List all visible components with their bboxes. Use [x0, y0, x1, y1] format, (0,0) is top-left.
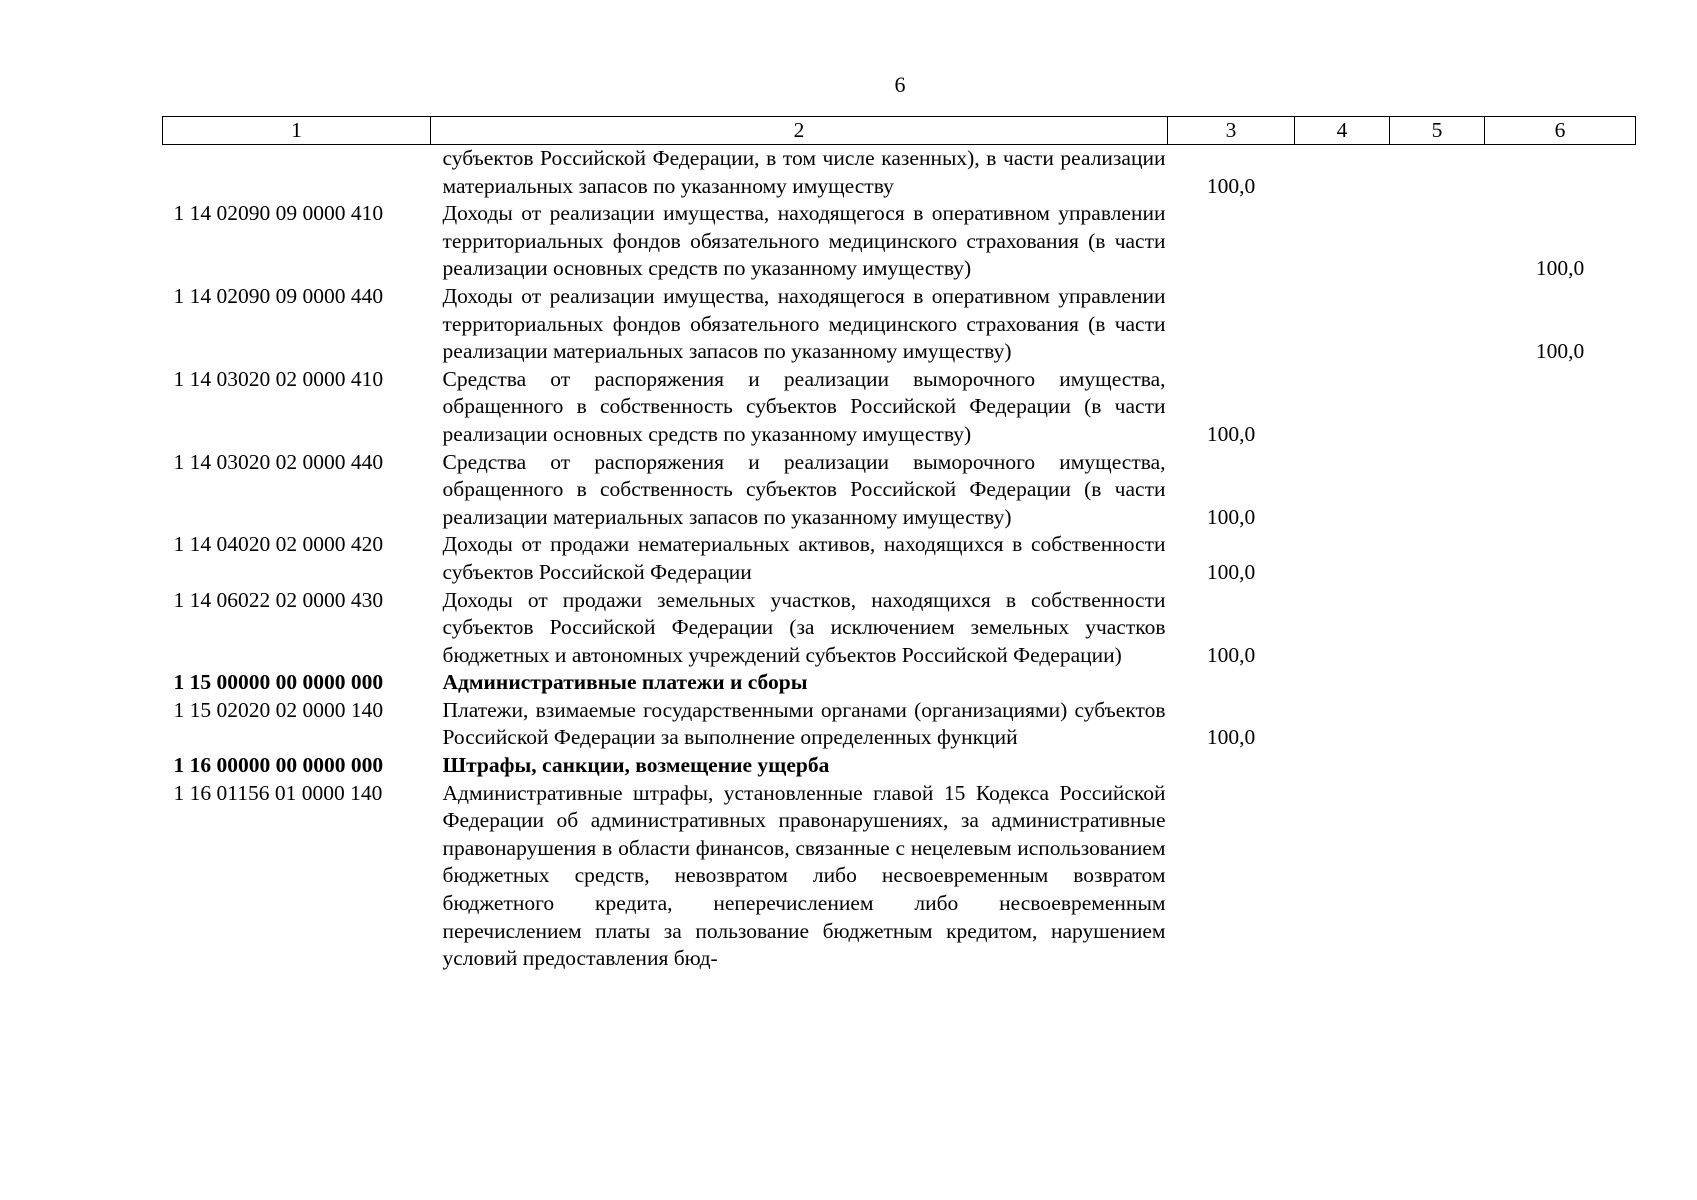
- column-header-5: 5: [1390, 117, 1485, 145]
- table-row: [163, 200, 1636, 283]
- column-6-value: 100,0: [1535, 256, 1585, 281]
- column-6-value: [1485, 697, 1636, 752]
- column-header-3: 3: [1168, 117, 1295, 145]
- table-row: [163, 697, 1636, 752]
- table-row: [163, 145, 1636, 201]
- section-title: Административные платежи и сборы: [442, 670, 808, 695]
- revenue-description: Доходы от продажи земельных участков, находящихся в собственности субъектов Российской Федерации (за исключением земельных участков бюджетных и автономных учреждений субъектов Российской Федерации): [442, 587, 1166, 667]
- column-6-value: [1485, 366, 1636, 449]
- section-title: Штрафы, санкции, возмещение ущерба: [442, 753, 830, 778]
- section-heading-row: [163, 752, 1636, 780]
- revenue-description: субъектов Российской Федерации, в том числе казенных), в части реализации материальных запасов по указанному имуществу: [442, 146, 1166, 198]
- table-row: [163, 366, 1636, 449]
- revenue-description: Доходы от продажи нематериальных активов, находящихся в собственности субъектов Российской Федерации: [442, 532, 1166, 584]
- column-6-value: [1485, 145, 1636, 201]
- column-6-value: 100,0: [1535, 339, 1585, 364]
- section-heading-row: [163, 669, 1636, 697]
- table-row: [163, 449, 1636, 532]
- column-3-value: [1168, 780, 1295, 973]
- budget-code: 1 16 01156 01 0000 140: [173, 780, 383, 805]
- column-3-value: 100,0: [1206, 504, 1256, 529]
- revenue-description: Доходы от реализации имущества, находящегося в оперативном управлении территориальных фондов обязательного медицинского страхования (в части реализации материальных запасов по указанному имуществу): [442, 283, 1166, 364]
- column-3-value: [1168, 283, 1295, 366]
- column-header-2: 2: [431, 117, 1168, 145]
- column-6-value: [1485, 531, 1636, 586]
- budget-code: 1 14 02090 09 0000 440: [173, 283, 384, 308]
- budget-code: 1 14 03020 02 0000 410: [173, 366, 384, 391]
- table-row: [163, 587, 1636, 670]
- column-6-value: [1485, 587, 1636, 670]
- table-row: [163, 531, 1636, 586]
- table-row: [163, 780, 1636, 973]
- column-number-header-row: [163, 117, 1636, 145]
- revenue-description: Административные штрафы, установленные главой 15 Кодекса Российской Федерации об административных правонарушениях, за административные правонарушения в области финансов, связанные с нецелевым использованием бюджетных средств, невозвратом либо несвоевременным возвратом бюджетного кредита, неперечислением либо несвоевременным перечислением платы за пользование бюджетным кредитом, нарушением условий предоставления бюд-: [442, 780, 1166, 971]
- column-3-value: 100,0: [1206, 559, 1256, 584]
- budget-code: [163, 145, 431, 201]
- budget-code: 1 14 06022 02 0000 430: [173, 587, 384, 612]
- budget-code: 1 16 00000 00 0000 000: [173, 753, 384, 778]
- budget-code: 1 14 04020 02 0000 420: [173, 532, 384, 557]
- revenue-description: Средства от распоряжения и реализации выморочного имущества, обращенного в собственность субъектов Российской Федерации (в части реализации материальных запасов по указанному имуществу): [442, 449, 1166, 529]
- budget-code: 1 14 02090 09 0000 410: [173, 201, 384, 226]
- column-3-value: [1168, 200, 1295, 283]
- column-3-value: 100,0: [1206, 421, 1256, 446]
- budget-code: 1 14 03020 02 0000 440: [173, 449, 384, 474]
- table-row: [163, 283, 1636, 366]
- column-6-value: [1485, 449, 1636, 532]
- column-header-4: 4: [1295, 117, 1390, 145]
- column-3-value: 100,0: [1206, 173, 1256, 198]
- page-number: 6: [894, 72, 906, 97]
- column-3-value: 100,0: [1206, 725, 1256, 750]
- column-6-value: [1485, 780, 1636, 973]
- column-header-6: 6: [1485, 117, 1636, 145]
- revenue-description: Платежи, взимаемые государственными органами (организациями) субъектов Российской Федерации за выполнение определенных функций: [442, 697, 1166, 750]
- column-header-1: 1: [163, 117, 431, 145]
- budget-code: 1 15 02020 02 0000 140: [173, 697, 384, 722]
- revenue-description: Доходы от реализации имущества, находящегося в оперативном управлении территориальных фондов обязательного медицинского страхования (в части реализации основных средств по указанному имуществу): [442, 201, 1166, 281]
- column-3-value: 100,0: [1206, 642, 1256, 667]
- budget-code: 1 15 00000 00 0000 000: [173, 670, 384, 695]
- revenue-table: [162, 116, 1636, 973]
- revenue-description: Средства от распоряжения и реализации выморочного имущества, обращенного в собственность субъектов Российской Федерации (в части реализации основных средств по указанному имуществу): [442, 366, 1166, 446]
